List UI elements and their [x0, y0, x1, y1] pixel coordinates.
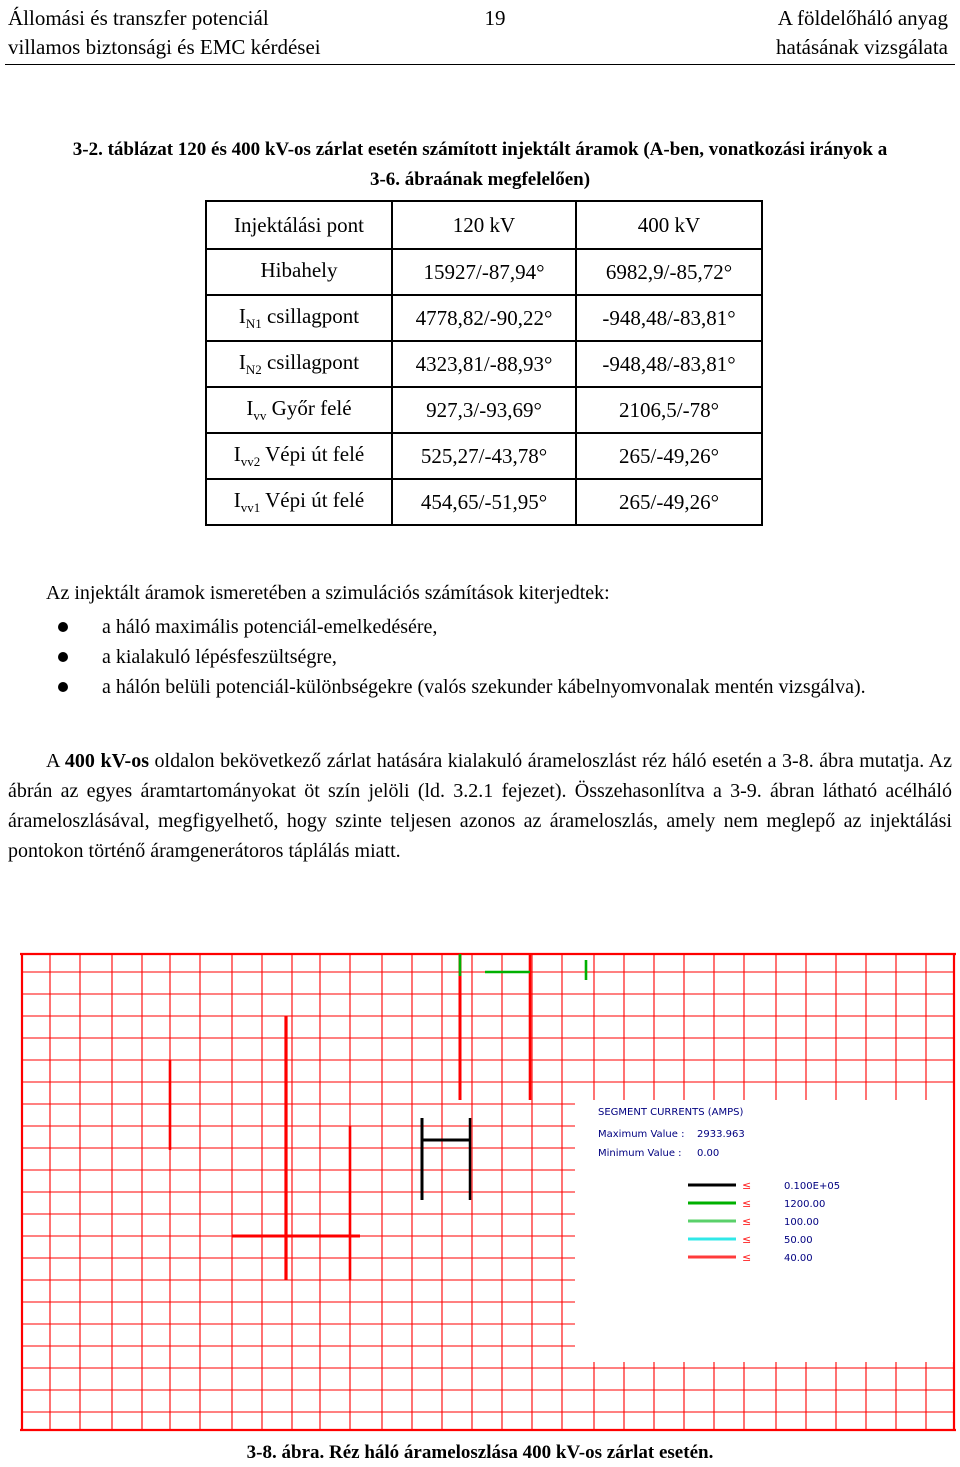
- degree-symbol: °: [543, 351, 553, 376]
- point-subscript: vv1: [240, 500, 261, 516]
- value-120kv: 927,3/-93,69: [426, 397, 534, 422]
- max-label: Maximum Value :: [598, 1129, 685, 1140]
- table-row: [206, 341, 762, 387]
- point-prefix: I: [238, 303, 246, 328]
- degree-symbol: °: [543, 305, 553, 330]
- degree-symbol: °: [536, 259, 545, 284]
- bullet-list: [46, 612, 952, 702]
- point-prefix: I: [238, 349, 246, 374]
- body-bold: 400 kV-os: [64, 750, 149, 772]
- injection-point-cell: [206, 295, 392, 341]
- point-subscript: vv: [253, 408, 267, 424]
- value-400kv: -948,48/-83,81: [602, 351, 728, 376]
- header-left-line2: villamos biztonsági és EMC kérdései: [8, 35, 321, 59]
- header-left-line1: Állomási és transzfer potenciál: [8, 6, 269, 30]
- value-120kv-cell: [392, 479, 576, 525]
- header-right-line2: hatásának vizsgálata: [776, 35, 948, 59]
- list-item-text: a háló maximális potenciál-emelkedésére,: [102, 616, 438, 638]
- injection-point-cell: [206, 479, 392, 525]
- point-name: csillagpont: [261, 303, 360, 328]
- point-subscript: vv2: [240, 454, 261, 470]
- value-400kv-cell: [576, 479, 762, 525]
- header-cell: Injektálási pont: [206, 201, 392, 249]
- header-cell: 120 kV: [392, 201, 576, 249]
- degree-symbol: °: [723, 259, 733, 284]
- injection-point-cell: [206, 341, 392, 387]
- body-text-rest: oldalon bekövetkező zárlat hatására kialakuló árameloszlást réz háló esetén a 3-8. ábra mutatja. Az ábrán az egyes áramtartományokat öt szín jelöli (ld. 3.2.1 fejezet). Összehasonlítva a 3-9. ábran látható acélháló árameloszlásával, megfigyelhető, hogy szinte teljesen azonos az árameloszlás, amely nem meglepő az injektálási pontokon történő áramgenerátoros táplálás miatt.: [8, 750, 953, 862]
- value-400kv-cell: [576, 341, 762, 387]
- point-subscript: N1: [245, 316, 262, 332]
- table-row: [206, 249, 762, 295]
- value-120kv-cell: [392, 341, 576, 387]
- list-item: [46, 672, 952, 702]
- injection-point-cell: [206, 387, 392, 433]
- legend-title: SEGMENT CURRENTS (AMPS): [598, 1107, 744, 1118]
- value-400kv-cell: [576, 433, 762, 479]
- value-400kv: 6982,9/-85,72: [605, 259, 724, 284]
- legend-le-symbol: ≤: [742, 1215, 752, 1228]
- value-400kv: 2106,5/-78: [619, 397, 711, 422]
- max-value: 2933.963: [697, 1129, 745, 1140]
- running-header-left: [8, 4, 321, 62]
- page-number: 19: [484, 6, 506, 30]
- table-row: [206, 479, 762, 525]
- table-row: [206, 433, 762, 479]
- point-prefix: I: [233, 441, 241, 466]
- value-120kv-cell: [392, 433, 576, 479]
- legend-label: 40.00: [784, 1253, 813, 1264]
- point-name: Győr felé: [266, 395, 352, 420]
- list-item: [46, 612, 952, 642]
- value-400kv-cell: [576, 249, 762, 295]
- min-label: Minimum Value :: [598, 1148, 682, 1159]
- value-120kv: 4778,82/-90,22: [415, 305, 544, 330]
- current-distribution-figure: [20, 950, 958, 1434]
- table-caption: [10, 135, 950, 195]
- value-120kv: 525,27/-43,78: [420, 443, 539, 468]
- header-right-line1: A földelőháló anyag: [777, 6, 948, 30]
- legend-label: 1200.00: [784, 1199, 826, 1210]
- value-400kv: 265/-49,26: [619, 489, 711, 514]
- legend-le-symbol: ≤: [742, 1179, 752, 1192]
- figure-caption: 3-8. ábra. Réz háló árameloszlása 400 kV-os zárlat esetén.: [246, 1442, 714, 1463]
- value-120kv-cell: [392, 387, 576, 433]
- degree-symbol: °: [710, 397, 719, 422]
- bullet-dot: [58, 682, 68, 692]
- legend-le-symbol: ≤: [742, 1251, 752, 1264]
- point-prefix: I: [233, 487, 241, 512]
- list-item-text: a hálón belüli potenciál-különbségekre (valós szekunder kábelnyomvonalak mentén vizsgálva).: [102, 676, 866, 698]
- point-name: Hibahely: [260, 257, 338, 282]
- value-120kv: 15927/-87,94: [423, 259, 537, 284]
- table-caption-line1: 3-2. táblázat 120 és 400 kV-os zárlat esetén számított injektált áramok (A-ben, vonatkozási irányok a: [72, 139, 888, 160]
- value-400kv: 265/-49,26: [619, 443, 711, 468]
- injection-point-cell: [206, 433, 392, 479]
- point-name: Vépi út felé: [260, 441, 365, 466]
- bullet-dot: [58, 622, 68, 632]
- running-header-right: [776, 4, 948, 62]
- point-name: Vépi út felé: [260, 487, 365, 512]
- table-row: [206, 295, 762, 341]
- table-row: [206, 387, 762, 433]
- degree-symbol: °: [727, 351, 736, 376]
- min-value: 0.00: [697, 1148, 720, 1159]
- bullet-dot: [58, 652, 68, 662]
- degree-symbol: °: [538, 443, 548, 468]
- point-name: csillagpont: [261, 349, 360, 374]
- header-cell: 400 kV: [576, 201, 762, 249]
- value-120kv-cell: [392, 249, 576, 295]
- degree-symbol: °: [727, 305, 736, 330]
- table-caption-line2: 3-6. ábraának megfelelően): [369, 169, 591, 190]
- list-item-text: a kialakuló lépésfeszültségre,: [102, 646, 337, 668]
- value-120kv-cell: [392, 295, 576, 341]
- value-400kv-cell: [576, 387, 762, 433]
- value-400kv-cell: [576, 295, 762, 341]
- degree-symbol: °: [710, 489, 719, 514]
- legend-le-symbol: ≤: [742, 1233, 752, 1246]
- point-subscript: N2: [245, 362, 262, 378]
- legend-le-symbol: ≤: [742, 1197, 752, 1210]
- value-120kv: 454,65/-51,95: [420, 489, 539, 514]
- legend-label: 50.00: [784, 1235, 813, 1246]
- injection-point-cell: [206, 249, 392, 295]
- header-rule: [5, 64, 955, 65]
- degree-symbol: °: [533, 397, 542, 422]
- list-item: [46, 642, 952, 672]
- table-header-row: [206, 201, 762, 249]
- legend-label: 0.100E+05: [784, 1181, 841, 1192]
- value-120kv: 4323,81/-88,93: [415, 351, 544, 376]
- injected-currents-table: [205, 200, 763, 526]
- point-prefix: I: [246, 395, 254, 420]
- intro-text: Az injektált áramok ismeretében a szimulációs számítások kiterjedtek:: [46, 582, 610, 604]
- body-text-start: A: [46, 750, 65, 772]
- degree-symbol: °: [710, 443, 719, 468]
- legend-label: 100.00: [784, 1217, 819, 1228]
- value-400kv: -948,48/-83,81: [602, 305, 728, 330]
- degree-symbol: °: [538, 489, 548, 514]
- body-paragraph: [8, 746, 952, 866]
